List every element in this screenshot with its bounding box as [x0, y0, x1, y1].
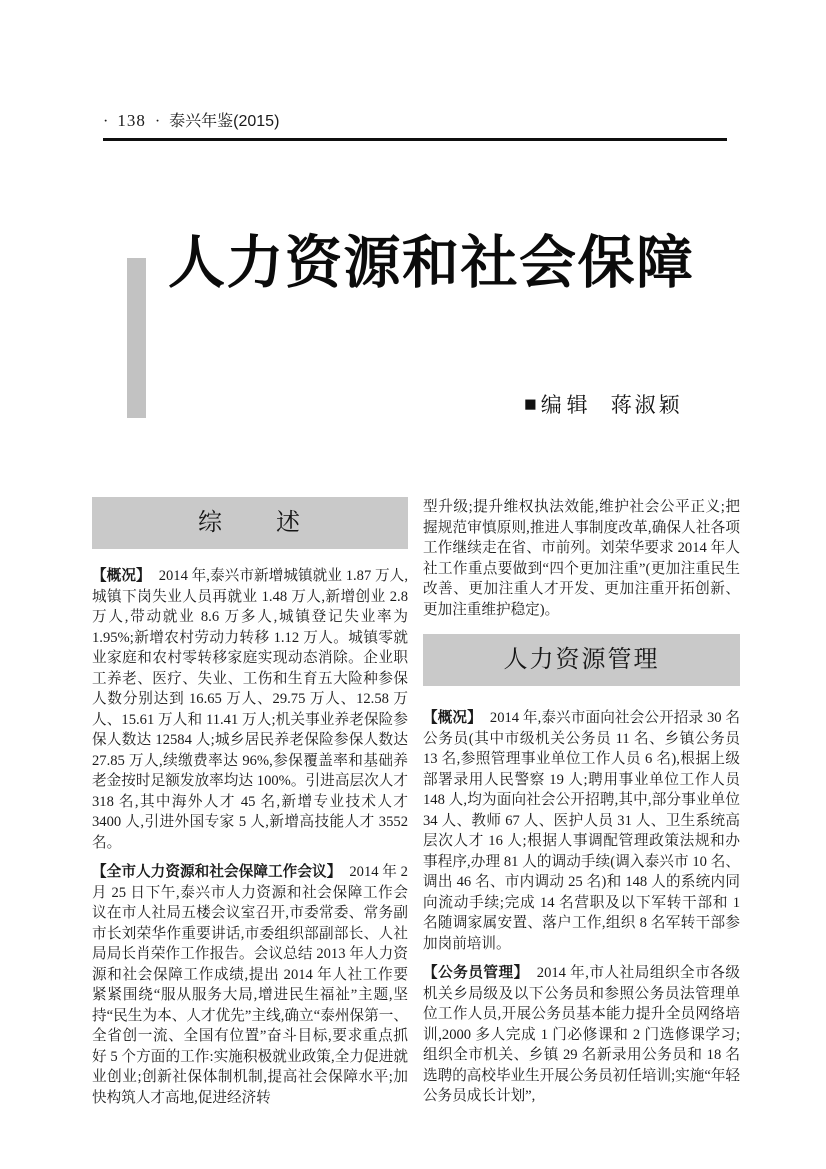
editor-credit — [524, 389, 683, 419]
chapter-title: 人力资源和社会保障 — [168, 232, 695, 295]
section-heading-overview — [92, 497, 408, 549]
left-column — [92, 497, 408, 1108]
section-heading-overview-label: 综 述 — [198, 508, 302, 536]
paragraph-text: 2014 年,市人社局组织全市各级机关乡局级及以下公务员和参照公务员法管理单位工作人员,开展公务员基本能力提升全员网络培训,2000 多人完成 1 门必修课和 2 门选修课学习;组织全市机关、乡镇 29 名新录用公务员和 18 名选聘的高校毕业生开展公务员初任培训;实施“年轻公务员成长计划”, — [423, 965, 741, 1104]
editor-label: 编辑 — [540, 393, 593, 417]
right-column — [423, 497, 740, 1107]
running-header — [103, 108, 279, 131]
paragraph-text: 型升级;提升维权执法效能,维护社会公平正义;把握规范审慎原则,推进人事制度改革,确保人社各项工作继续走在省、市前列。刘荣华要求 2014 年人社工作重点要做到“四个更加注重”(更加注重民生改善、更加注重人才开发、更加注重开拓创新、更加注重维护稳定)。 — [423, 499, 740, 618]
paragraph-civil-servant-management — [423, 963, 740, 1107]
editor-name: 蒋淑颖 — [610, 393, 683, 417]
paragraph-hr-general — [423, 708, 740, 954]
paragraph-work-conference — [92, 862, 408, 1108]
section-heading-hr-management-label: 人力资源管理 — [503, 645, 660, 673]
paragraph-continuation — [423, 497, 740, 620]
paragraph-label: 【公务员管理】 — [423, 965, 529, 981]
paragraph-label: 【全市人力资源和社会保障工作会议】 — [92, 864, 342, 880]
book-title: 泰兴年鉴(2015) — [169, 113, 280, 130]
title-accent-bar — [127, 258, 146, 418]
square-bullet-icon: ■ — [524, 391, 537, 416]
header-rule — [103, 138, 727, 141]
header-dot-right: · — [154, 113, 161, 130]
paragraph-text: 2014 年,泰兴市新增城镇就业 1.87 万人,城镇下岗失业人员再就业 1.48 万人,新增创业 2.8 万人,带动就业 8.6 万多人,城镇登记失业率为 1.95%;新增农村劳动力转移 1.12 万人。城镇零就业家庭和农村零转移家庭实现动态消除。企业职工养老、医疗、失业、工伤和生育五大险种参保人数分别达到 16.65 万人、29.75 万人、12.58 万人、15.61 万人和 11.41 万人;机关事业养老保险参保人数达 12584 人;城乡居民养老保险参保人数达 27.85 万人,续缴费率达 96%,参保覆盖率和基础养老金按时足额发放率均达 100%。引进高层次人才 318 名,其中海外人才 45 名,新增专业技术人才 3400 人,引进外国专家 5 人,新增高技能人才 3552 名。 — [92, 568, 408, 851]
section-heading-hr-management — [423, 634, 740, 686]
paragraph-label: 【概况】 — [92, 568, 151, 584]
paragraph-label: 【概况】 — [423, 710, 482, 726]
paragraph-text: 2014 年 2 月 25 日下午,泰兴市人力资源和社会保障工作会议在市人社局五楼会议室召开,市委常委、常务副市长刘荣华作重要讲话,市委组织部副部长、人社局局长肖荣作工作报告。会议总结 2013 年人力资源和社会保障工作成绩,提出 2014 年人社工作要紧紧围绕“服从服务大局,增进民生福祉”主题,坚持“民生为本、人才优先”主线,确立“泰州保第一、全省创一流、全国有位置”奋斗目标,要求重点抓好 5 个方面的工作:实施积极就业政策,全力促进就业创业;创新社保体制机制,提高社会保障水平;加快构筑人才高地,促进经济转 — [92, 864, 408, 1106]
paragraph-overview-general — [92, 566, 408, 853]
paragraph-text: 2014 年,泰兴市面向社会公开招录 30 名公务员(其中市级机关公务员 11 名、乡镇公务员 13 名,参照管理事业单位工作人员 6 名),根据上级部署录用人民警察 19 人;聘用事业单位工作人员 148 人,均为面向社会公开招聘,其中,部分事业单位 34 人、教师 67 人、医护人员 31 人、卫生系统高层次人才 16 人;根据人事调配管理政策法规和办事程序,办理 81 人的调动手续(调入泰兴市 10 名、调出 46 名、市内调动 25 名)和 148 人的系统内同向流动手续;完成 14 名营职及以下军转干部和 1 名随调家属安置、落户工作,组织 8 名军转干部参加岗前培训。 — [423, 710, 740, 952]
header-dot-left: · — [103, 113, 109, 130]
page-number: 138 — [117, 111, 146, 130]
